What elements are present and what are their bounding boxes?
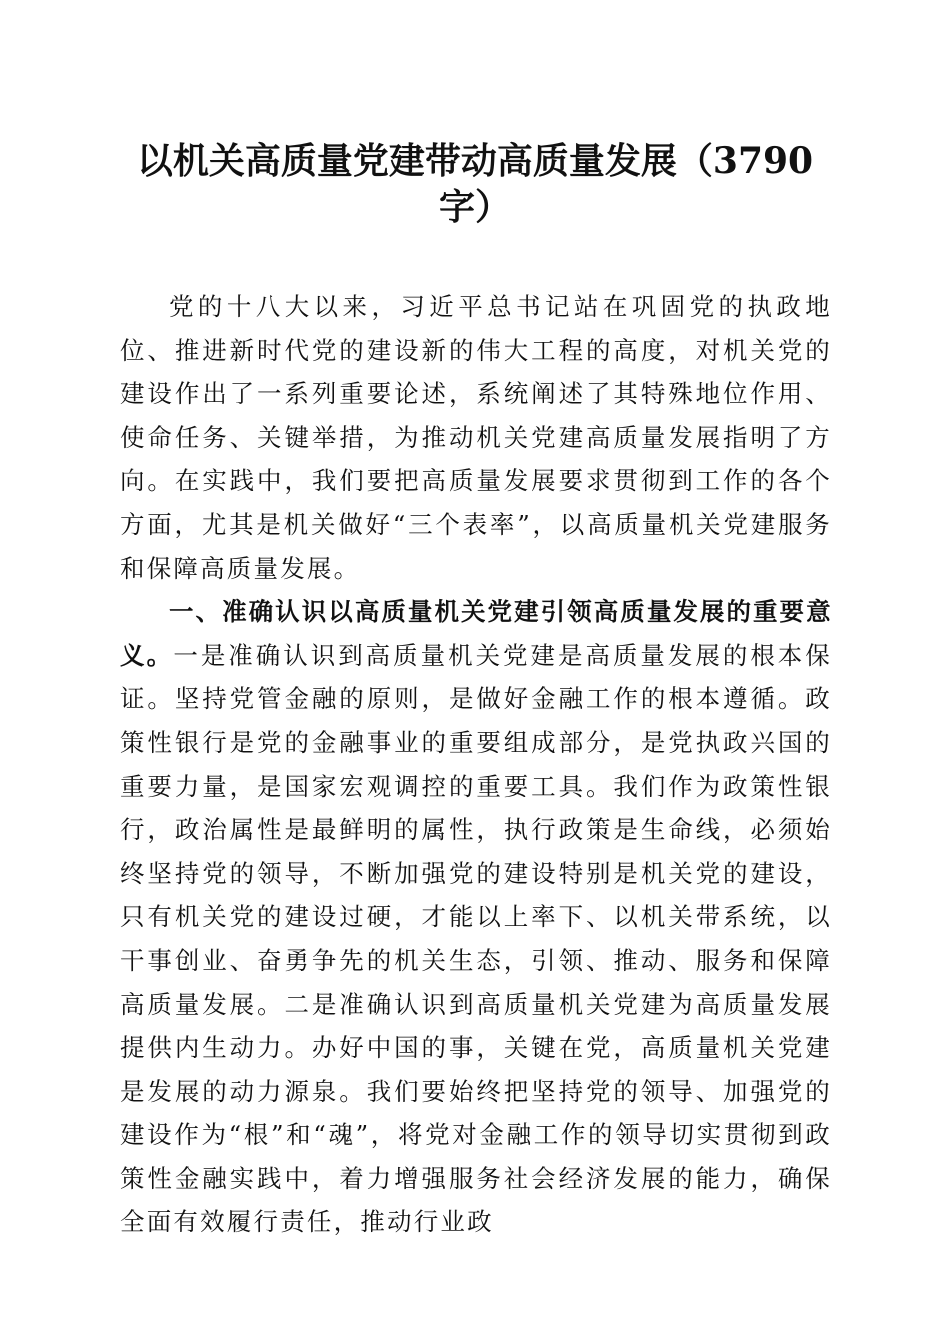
paragraph-intro-text: 党的十八大以来，习近平总书记站在巩固党的执政地位、推进新时代党的建设新的伟大工程的高度，对机关党的建设作出了一系列重要论述，系统阐述了其特殊地位作用、使命任务、关键举措，为推动机关党建高质量发展指明了方向。在实践中，我们要把高质量发展要求贯彻到工作的各个方面，尤其是机关做好“三个表率”，以高质量机关党建服务和保障高质量发展。	[120, 292, 832, 583]
document-title: 以机关高质量党建带动高质量发展（3790字）	[136, 140, 814, 228]
paragraph-section-1	[120, 590, 832, 1244]
paragraph-intro	[120, 285, 832, 590]
document-body	[120, 285, 832, 1244]
section-1-heading: 一、准确认识以高质量机关党建引领高质量发展的重要意义。	[120, 597, 832, 670]
section-1-text: 一是准确认识到高质量机关党建是高质量发展的根本保证。坚持党管金融的原则，是做好金融工作的根本遵循。政策性银行是党的金融事业的重要组成部分，是党执政兴国的重要力量，是国家宏观调控的重要工具。我们作为政策性银行，政治属性是最鲜明的属性，执行政策是生命线，必须始终坚持党的领导，不断加强党的建设特别是机关党的建设，只有机关党的建设过硬，才能以上率下、以机关带系统，以干事创业、奋勇争先的机关生态，引领、推动、服务和保障高质量发展。二是准确认识到高质量机关党建为高质量发展提供内生动力。办好中国的事，关键在党，高质量机关党建是发展的动力源泉。我们要始终把坚持党的领导、加强党的建设作为“根”和“魂”，将党对金融工作的领导切实贯彻到政策性金融实践中，着力增强服务社会经济发展的能力，确保全面有效履行责任，推动行业政	[120, 640, 832, 1237]
